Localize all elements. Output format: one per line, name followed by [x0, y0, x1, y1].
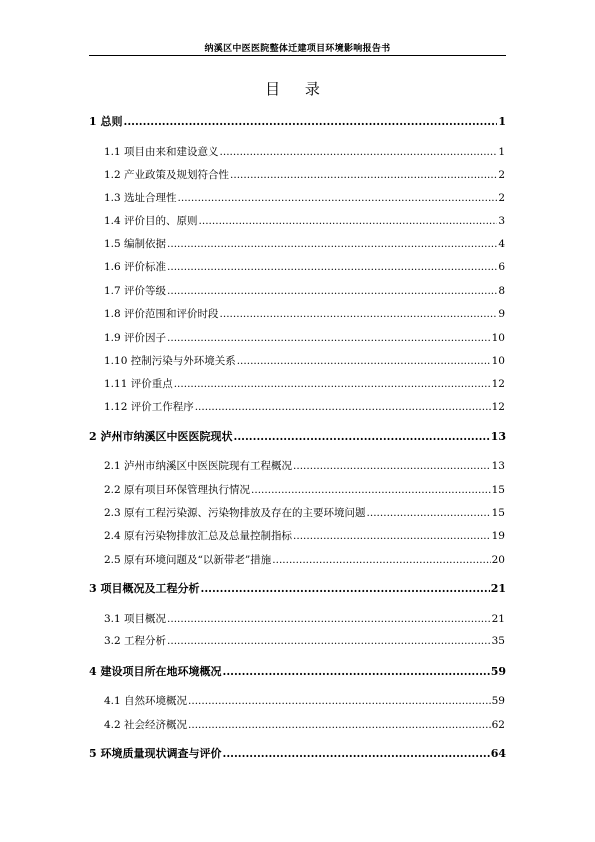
toc-entry[interactable] [104, 283, 505, 299]
toc-leader-dots [178, 190, 498, 206]
toc-entry[interactable] [104, 259, 505, 275]
toc-entry-label: 3.1 项目概况 [104, 613, 167, 625]
toc-leader-dots [188, 693, 491, 709]
toc-entry-page: 21 [490, 582, 506, 595]
toc-entry-page: 15 [491, 484, 505, 496]
toc-entry-page: 59 [490, 665, 506, 678]
toc-entry[interactable] [104, 717, 505, 733]
toc-entry-label: 2.2 原有项目环保管理执行情况 [104, 484, 251, 496]
toc-entry-label: 1.2 产业政策及规划符合性 [104, 169, 230, 181]
toc-leader-dots [200, 581, 489, 597]
toc-entry-label: 1.7 评价等级 [104, 285, 167, 297]
toc-leader-dots [167, 283, 497, 299]
toc-entry-page: 2 [498, 169, 505, 181]
toc-entry[interactable] [104, 167, 505, 183]
toc-entry-label: 1.9 评价因子 [104, 332, 167, 344]
toc-entry-label: 1.4 评价目的、原则 [104, 215, 198, 227]
toc-entry[interactable] [104, 482, 505, 498]
header-divider [89, 55, 506, 56]
toc-entry-page: 64 [490, 747, 506, 760]
toc-entry-label: 4.2 社会经济概况 [104, 719, 188, 731]
toc-entry-page: 20 [491, 554, 505, 566]
toc-entry-label: 4.1 自然环境概况 [104, 695, 188, 707]
toc-entry[interactable] [104, 528, 505, 544]
toc-entry[interactable] [104, 236, 505, 252]
toc-entry-page: 1 [498, 115, 506, 128]
toc-entry-page: 13 [490, 430, 506, 443]
toc-entry-page: 9 [498, 308, 505, 320]
toc-entry[interactable] [89, 429, 506, 445]
toc-entry-label: 2.1 泸州市纳溪区中医医院现有工程概况 [104, 460, 293, 472]
toc-entry[interactable] [104, 213, 505, 229]
toc-entry[interactable] [104, 144, 505, 160]
toc-entry-label: 1.1 项目由来和建设意义 [104, 146, 219, 158]
toc-entry[interactable] [104, 306, 505, 322]
toc-entry-page: 2 [498, 192, 505, 204]
toc-leader-dots [293, 528, 491, 544]
toc-entry-page: 19 [491, 530, 505, 542]
toc-leader-dots [251, 482, 491, 498]
toc-leader-dots [174, 376, 491, 392]
toc-entry-page: 59 [491, 695, 505, 707]
toc-entry-page: 62 [491, 719, 505, 731]
toc-entry-page: 6 [498, 261, 505, 273]
toc-entry-page: 10 [491, 355, 505, 367]
toc-entry-page: 8 [498, 285, 505, 297]
toc-entry[interactable] [104, 693, 505, 709]
toc-entry-label: 2.3 原有工程污染源、污染物排放及存在的主要环境问题 [104, 507, 366, 519]
toc-leader-dots [167, 633, 491, 649]
toc-entry-label: 1.12 评价工作程序 [104, 401, 194, 413]
toc-entry[interactable] [104, 399, 505, 415]
toc-entry-label: 1.3 选址合理性 [104, 192, 177, 204]
toc-entry-page: 1 [498, 146, 505, 158]
toc-entry-page: 21 [491, 613, 505, 625]
toc-entry-label: 5 环境质量现状调查与评价 [89, 747, 222, 760]
toc-leader-dots [272, 552, 490, 568]
toc-entry[interactable] [104, 330, 505, 346]
toc-entry[interactable] [104, 376, 505, 392]
toc-entry-page: 13 [491, 460, 505, 472]
toc-leader-dots [123, 114, 497, 130]
toc-entry-page: 15 [491, 507, 505, 519]
toc-entry-label: 1 总则 [89, 115, 123, 128]
toc-entry[interactable] [89, 664, 506, 680]
toc-entry[interactable] [104, 458, 505, 474]
toc-leader-dots [237, 353, 491, 369]
toc-leader-dots [233, 429, 489, 445]
toc-leader-dots [188, 717, 491, 733]
toc-entry-page: 12 [491, 378, 505, 390]
toc-entry-page: 4 [498, 238, 505, 250]
toc-entry-page: 35 [491, 635, 505, 647]
toc-entry-label: 2.4 原有污染物排放汇总及总量控制指标 [104, 530, 293, 542]
toc-leader-dots [222, 664, 489, 680]
toc-entry-label: 1.11 评价重点 [104, 378, 173, 390]
toc-entry-label: 4 建设项目所在地环境概况 [89, 665, 222, 678]
toc-leader-dots [195, 399, 491, 415]
toc-leader-dots [220, 306, 498, 322]
toc-entry-page: 10 [491, 332, 505, 344]
page-header: 纳溪区中医医院整体迁建项目环境影响报告书 [204, 44, 391, 54]
toc-leader-dots [167, 330, 491, 346]
toc-entry-label: 1.5 编制依据 [104, 238, 167, 250]
toc-leader-dots [167, 236, 497, 252]
toc-title: 目 录 [265, 80, 330, 98]
toc-leader-dots [367, 505, 491, 521]
toc-entry[interactable] [104, 190, 505, 206]
toc-entry[interactable] [104, 611, 505, 627]
toc-leader-dots [222, 746, 489, 762]
toc-entry[interactable] [104, 505, 505, 521]
toc-entry[interactable] [89, 581, 506, 597]
toc-leader-dots [167, 259, 497, 275]
toc-leader-dots [230, 167, 497, 183]
toc-entry-label: 2.5 原有环境问题及“以新带老”措施 [104, 554, 272, 566]
toc-entry-page: 12 [491, 401, 505, 413]
toc-entry[interactable] [89, 746, 506, 762]
toc-entry[interactable] [89, 114, 506, 130]
toc-entry-label: 1.6 评价标准 [104, 261, 167, 273]
toc-entry[interactable] [104, 552, 505, 568]
toc-entry-label: 2 泸州市纳溪区中医医院现状 [89, 430, 233, 443]
toc-leader-dots [220, 144, 498, 160]
toc-entry[interactable] [104, 353, 505, 369]
toc-entry[interactable] [104, 633, 505, 649]
toc-entry-label: 1.8 评价范围和评价时段 [104, 308, 219, 320]
toc-leader-dots [199, 213, 498, 229]
toc-leader-dots [167, 611, 491, 627]
toc-entry-label: 1.10 控制污染与外环境关系 [104, 355, 236, 367]
toc-entry-page: 3 [498, 215, 505, 227]
toc-entry-label: 3.2 工程分析 [104, 635, 167, 647]
toc-entry-label: 3 项目概况及工程分析 [89, 582, 200, 595]
toc-leader-dots [293, 458, 491, 474]
